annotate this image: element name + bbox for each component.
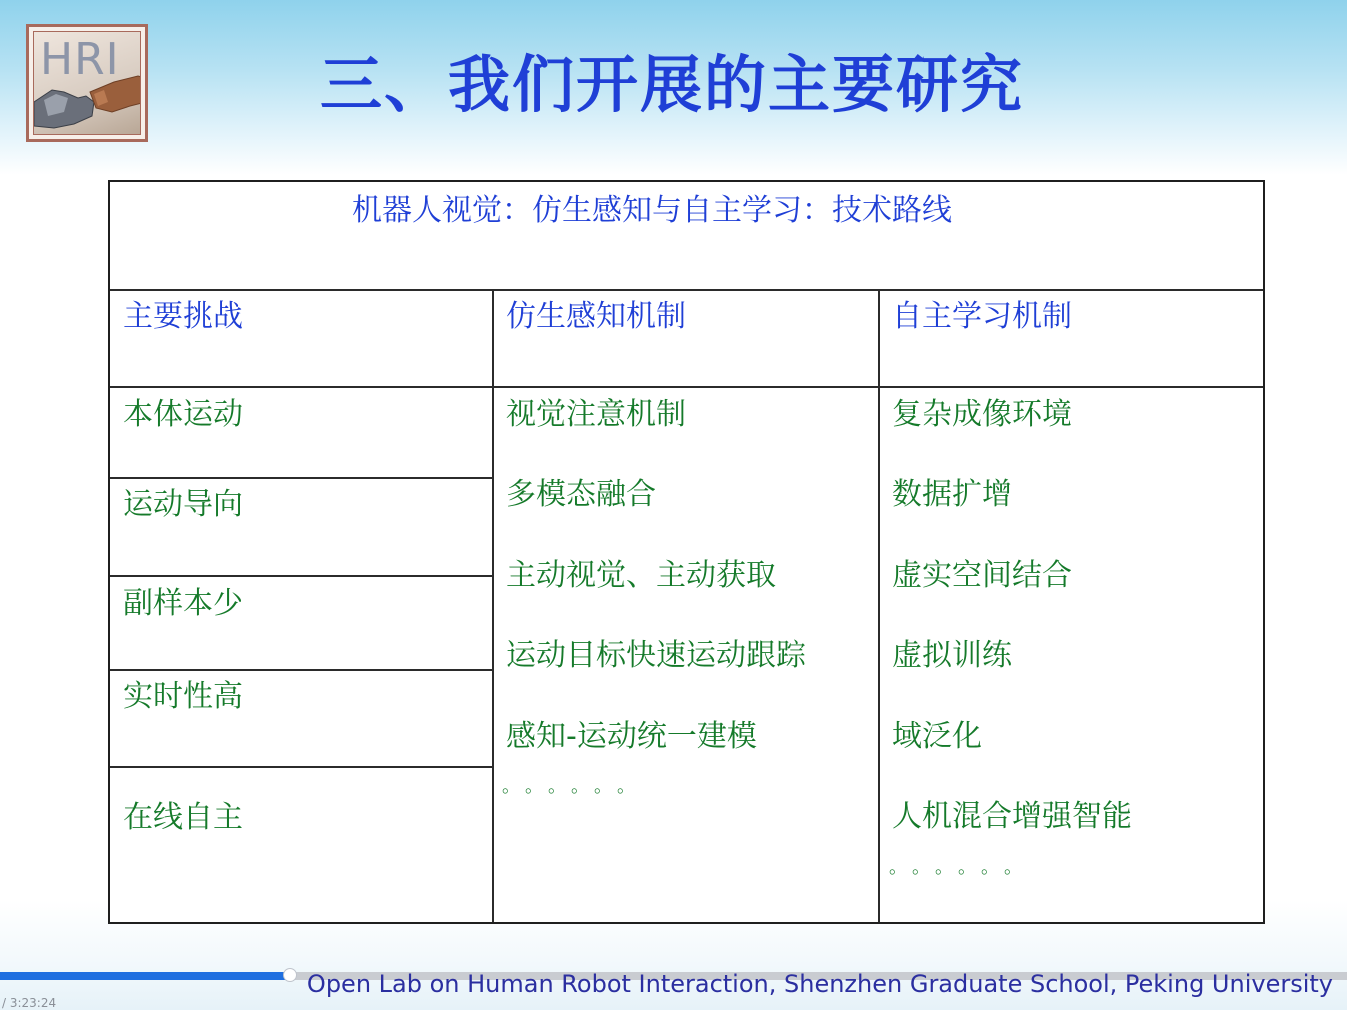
perception-more-dots: 。。。。。。 [502, 776, 649, 797]
learning-item: 复杂成像环境 [892, 397, 1072, 432]
learning-item: 虚实空间结合 [892, 558, 1072, 593]
challenge-item: 运动导向 [123, 487, 243, 522]
column-header-learning: 自主学习机制 [892, 299, 1072, 334]
logo-image [33, 31, 141, 135]
slide-title: 三、我们开展的主要研究 [320, 48, 1025, 121]
hri-logo [26, 24, 148, 142]
column-header-challenges: 主要挑战 [123, 299, 243, 334]
challenge-divider [110, 766, 493, 768]
progress-fill [0, 972, 290, 980]
footer-credit: Open Lab on Human Robot Interaction, Shenzhen Graduate School, Peking University [306, 970, 1333, 998]
challenge-divider [110, 669, 493, 671]
learning-item: 人机混合增强智能 [892, 799, 1132, 834]
research-table [108, 180, 1265, 924]
learning-item: 域泛化 [892, 719, 982, 754]
perception-item: 感知-运动统一建模 [506, 719, 757, 754]
learning-more-dots: 。。。。。。 [889, 857, 1036, 878]
challenge-item: 副样本少 [123, 586, 243, 621]
header-divider [110, 386, 1263, 388]
challenge-divider [110, 477, 493, 479]
perception-item: 运动目标快速运动跟踪 [506, 638, 806, 673]
caption-divider [110, 289, 1263, 291]
challenge-item: 在线自主 [123, 800, 243, 835]
table-caption: 机器人视觉：仿生感知与自主学习：技术路线 [352, 193, 952, 228]
column-divider [492, 289, 494, 922]
progress-scrubber-handle[interactable] [283, 968, 297, 982]
column-header-perception: 仿生感知机制 [506, 299, 686, 334]
perception-item: 多模态融合 [506, 477, 656, 512]
challenge-item: 实时性高 [123, 679, 243, 714]
perception-item: 主动视觉、主动获取 [506, 558, 776, 593]
video-timestamp: / 3:23:24 [2, 996, 57, 1010]
challenge-item: 本体运动 [123, 397, 243, 432]
column-divider [878, 289, 880, 922]
learning-item: 数据扩增 [892, 477, 1012, 512]
logo-text: HRI [40, 34, 120, 85]
learning-item: 虚拟训练 [892, 638, 1012, 673]
perception-item: 视觉注意机制 [506, 397, 686, 432]
challenge-divider [110, 575, 493, 577]
